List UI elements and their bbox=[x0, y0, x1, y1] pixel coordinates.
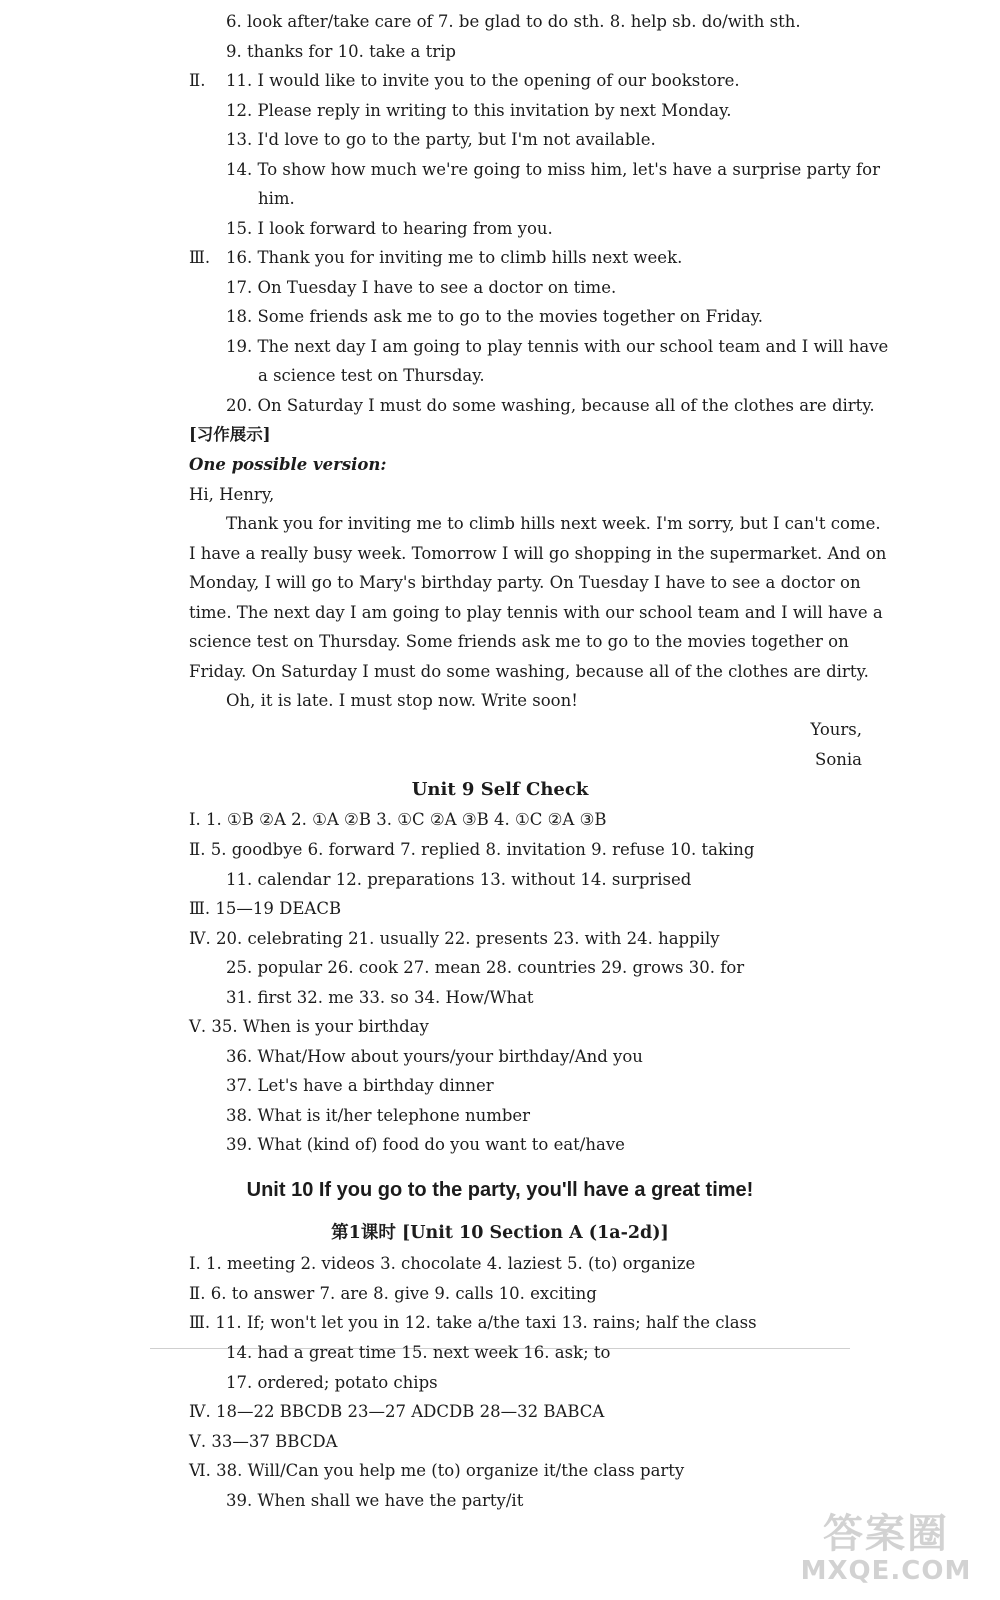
answer-line: 39. When shall we have the party/it bbox=[226, 1491, 524, 1510]
answer-line: 11. I would like to invite you to the opening of our bookstore. bbox=[226, 71, 740, 90]
answer-line: 16. Thank you for inviting me to climb hills next week. bbox=[226, 248, 683, 267]
answer-line: 15. I look forward to hearing from you. bbox=[226, 219, 553, 238]
answer-line: Ⅴ. 33—37 BBCDA bbox=[189, 1432, 338, 1451]
answer-line: Ⅳ. 20. celebrating 21. usually 22. presents 23. with 24. happily bbox=[189, 929, 720, 948]
answer-line: 20. On Saturday I must do some washing, because all of the clothes are dirty. bbox=[226, 396, 875, 415]
answer-line: 36. What/How about yours/your birthday/And you bbox=[226, 1047, 643, 1066]
answer-line: 14. To show how much we're going to miss him, let's have a surprise party for bbox=[226, 160, 880, 179]
watermark-logo bbox=[786, 1512, 986, 1592]
letter-line: I have a really busy week. Tomorrow I will go shopping in the supermarket. And on bbox=[189, 544, 887, 563]
answer-line: Ⅱ. 5. goodbye 6. forward 7. replied 8. invitation 9. refuse 10. taking bbox=[189, 840, 755, 859]
answer-line: 9. thanks for 10. take a trip bbox=[226, 42, 456, 61]
answer-line: 37. Let's have a birthday dinner bbox=[226, 1076, 494, 1095]
letter-line: Friday. On Saturday I must do some washing, because all of the clothes are dirty. bbox=[189, 662, 869, 681]
lesson-title: 第1课时 [Unit 10 Section A (1a-2d)] bbox=[331, 1223, 669, 1243]
writing-section-label: [习作展示] bbox=[189, 425, 271, 444]
answer-line: 31. first 32. me 33. so 34. How/What bbox=[226, 988, 534, 1007]
answer-line: 13. I'd love to go to the party, but I'm not available. bbox=[226, 130, 656, 149]
answer-line: Ⅴ. 35. When is your birthday bbox=[189, 1017, 429, 1036]
letter-line: Monday, I will go to Mary's birthday party. On Tuesday I have to see a doctor on bbox=[189, 573, 861, 592]
version-label: One possible version: bbox=[189, 455, 387, 474]
answer-line: 38. What is it/her telephone number bbox=[226, 1106, 531, 1125]
answer-line: Ⅳ. 18—22 BBCDB 23—27 ADCDB 28—32 BABCA bbox=[189, 1402, 605, 1421]
answer-line: 14. had a great time 15. next week 16. ask; to bbox=[226, 1343, 611, 1362]
section-title: Unit 9 Self Check bbox=[411, 779, 589, 800]
letter-line: science test on Thursday. Some friends ask me to go to the movies together on bbox=[189, 632, 849, 651]
answer-line: Ⅲ. 11. If; won't let you in 12. take a/the taxi 13. rains; half the class bbox=[189, 1313, 757, 1332]
answer-line: a science test on Thursday. bbox=[258, 366, 485, 385]
answer-line: 17. On Tuesday I have to see a doctor on time. bbox=[226, 278, 617, 297]
unit-title: Unit 10 If you go to the party, you'll have a great time! bbox=[246, 1179, 754, 1201]
letter-greeting: Hi, Henry, bbox=[189, 485, 275, 504]
letter-line: time. The next day I am going to play tennis with our school team and I will have a bbox=[189, 603, 883, 622]
answer-line: 12. Please reply in writing to this invitation by next Monday. bbox=[226, 101, 732, 120]
answer-line: 39. What (kind of) food do you want to eat/have bbox=[226, 1135, 625, 1154]
answer-line: Ⅰ. 1. meeting 2. videos 3. chocolate 4. laziest 5. (to) organize bbox=[189, 1254, 696, 1273]
answer-line: him. bbox=[258, 189, 295, 208]
watermark-top: 答案圈 bbox=[823, 1511, 949, 1557]
answer-line: 19. The next day I am going to play tennis with our school team and I will have bbox=[226, 337, 889, 356]
section-label: Ⅲ. bbox=[189, 248, 211, 267]
answer-line: Ⅵ. 38. Will/Can you help me (to) organize it/the class party bbox=[189, 1461, 685, 1480]
answer-line: 17. ordered; potato chips bbox=[226, 1373, 438, 1392]
letter-line: Thank you for inviting me to climb hills next week. I'm sorry, but I can't come. bbox=[226, 514, 881, 533]
section-label: Ⅱ. bbox=[189, 71, 206, 90]
answer-line: Ⅱ. 6. to answer 7. are 8. give 9. calls 10. exciting bbox=[189, 1284, 597, 1303]
answer-line: Ⅰ. 1. ①B ②A 2. ①A ②B 3. ①C ②A ③B 4. ①C ②A ③B bbox=[189, 810, 607, 829]
answer-line: 11. calendar 12. preparations 13. without 14. surprised bbox=[226, 870, 692, 889]
watermark-bottom: MXQE.COM bbox=[800, 1556, 972, 1586]
letter-signature: Sonia bbox=[815, 750, 862, 769]
letter-line: Oh, it is late. I must stop now. Write soon! bbox=[226, 691, 578, 710]
answer-line: 18. Some friends ask me to go to the movies together on Friday. bbox=[226, 307, 764, 326]
answer-line: 25. popular 26. cook 27. mean 28. countries 29. grows 30. for bbox=[226, 958, 745, 977]
answer-line: Ⅲ. 15—19 DEACB bbox=[189, 899, 342, 918]
letter-closing: Yours, bbox=[810, 720, 862, 739]
answer-line: 6. look after/take care of 7. be glad to do sth. 8. help sb. do/with sth. bbox=[226, 12, 801, 31]
